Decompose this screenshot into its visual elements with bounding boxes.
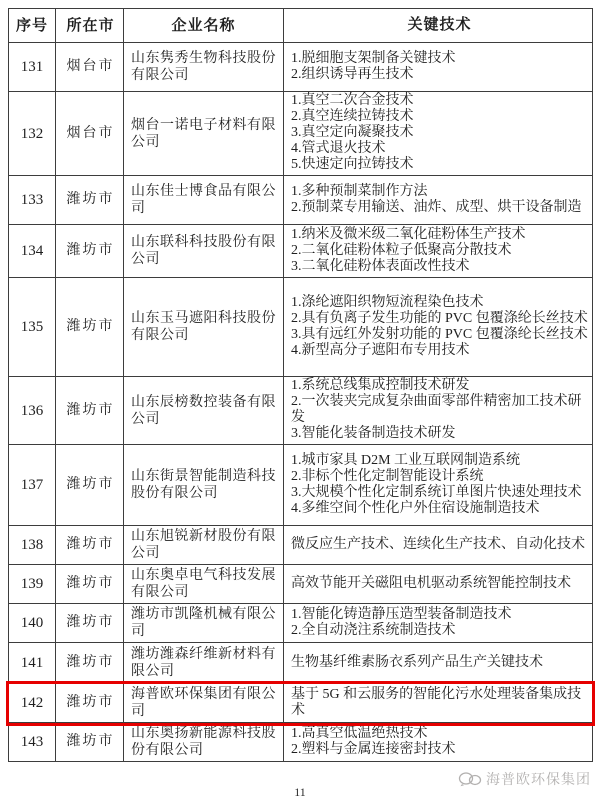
header-serial: 序号 (9, 9, 56, 42)
technology-item: 1.智能化铸造静压造型装备制造技术 (291, 606, 512, 622)
company-name-cell: 山东奥扬新能源科技股份有限公司 (124, 723, 284, 761)
company-name-cell: 山东辰榜数控装备有限公司 (124, 377, 284, 444)
technology-item: 2.全自动浇注系统制造技术 (291, 622, 456, 638)
technology-item: 4.新型高分子遮阳布专用技术 (291, 342, 470, 358)
technology-item: 3.智能化装备制造技术研发 (291, 426, 456, 441)
technology-item: 1.真空二次合金技术 (291, 93, 414, 108)
technologies-cell (284, 377, 592, 444)
table-header-row (9, 9, 592, 43)
technology-item: 2.具有负离子发生功能的 PVC 包覆涤纶长丝技术 (291, 310, 588, 326)
technologies-cell (284, 176, 592, 224)
table-row (9, 445, 592, 526)
serial-cell: 134 (9, 225, 56, 277)
company-name-cell: 山东旭锐新材股份有限公司 (124, 526, 284, 564)
company-name-cell: 山东佳士博食品有限公司 (124, 176, 284, 224)
company-name-cell: 山东联科科技股份有限公司 (124, 225, 284, 277)
technologies-cell (284, 565, 592, 603)
key-technology-table (8, 8, 593, 762)
technologies-cell (284, 684, 592, 722)
watermark-text: 海普欧环保集团 (486, 771, 591, 787)
company-name-cell: 海普欧环保集团有限公司 (124, 684, 284, 722)
city-cell: 烟台市 (56, 43, 124, 91)
serial-cell: 133 (9, 176, 56, 224)
serial-cell: 141 (9, 643, 56, 683)
technologies-cell (284, 225, 592, 277)
technology-item: 1.纳米及微米级二氧化硅粉体生产技术 (291, 226, 526, 242)
company-name-cell: 潍坊潍森纤维新材料有限公司 (124, 643, 284, 683)
table-row (9, 643, 592, 684)
page-number: 11 (294, 785, 306, 799)
technology-item: 2.塑料与金属连接密封技术 (291, 741, 456, 757)
company-name-cell: 山东街景智能制造科技股份有限公司 (124, 445, 284, 525)
company-name-cell: 山东隽秀生物科技股份有限公司 (124, 43, 284, 91)
technology-item: 1.城市家具 D2M 工业互联网制造系统 (291, 452, 521, 468)
serial-cell: 137 (9, 445, 56, 525)
technology-item: 2.组织诱导再生技术 (291, 66, 414, 82)
city-cell: 潍坊市 (56, 643, 124, 683)
technology-item: 1.系统总线集成控制技术研发 (291, 378, 470, 393)
serial-cell: 131 (9, 43, 56, 91)
table-body (9, 43, 592, 761)
technology-item: 4.多维空间个性化户外住宿设施制造技术 (291, 500, 540, 516)
technologies-cell (284, 526, 592, 564)
city-cell: 潍坊市 (56, 684, 124, 722)
city-cell: 潍坊市 (56, 225, 124, 277)
technology-item: 基于 5G 和云服务的智能化污水处理装备集成技术 (291, 686, 582, 718)
city-cell: 潍坊市 (56, 723, 124, 761)
table-row (9, 565, 592, 604)
header-company-name: 企业名称 (124, 9, 284, 42)
serial-cell: 142 (9, 684, 56, 722)
technology-item: 3.真空定向凝聚技术 (291, 125, 414, 140)
company-name-cell: 山东奥卓电气科技发展有限公司 (124, 565, 284, 603)
header-city: 所在市 (56, 9, 124, 42)
table-row (9, 92, 592, 176)
city-cell: 潍坊市 (56, 278, 124, 376)
table-row (9, 604, 592, 643)
serial-cell: 138 (9, 526, 56, 564)
technology-item: 1.脱细胞支架制备关键技术 (291, 50, 456, 66)
technology-item: 微反应生产技术、连续化生产技术、自动化技术 (291, 536, 585, 552)
table-row-highlighted (9, 684, 592, 723)
table-row (9, 176, 592, 225)
technology-item: 3.具有远红外发射功能的 PVC 包覆涤纶长丝技术 (291, 326, 588, 342)
table-row (9, 225, 592, 278)
table-row (9, 377, 592, 445)
serial-cell: 140 (9, 604, 56, 642)
technologies-cell (284, 643, 592, 683)
technology-item: 1.涤纶遮阳织物短流程染色技术 (291, 294, 484, 310)
table-row (9, 723, 592, 761)
technologies-cell (284, 604, 592, 642)
serial-cell: 136 (9, 377, 56, 444)
technology-item: 3.二氧化硅粉体表面改性技术 (291, 258, 470, 274)
technologies-cell (284, 445, 592, 525)
technology-item: 5.快速定向拉铸技术 (291, 157, 414, 172)
technologies-cell (284, 278, 592, 376)
technologies-cell (284, 43, 592, 91)
header-key-technology: 关键技术 (407, 16, 472, 33)
company-name-cell: 山东玉马遮阳科技股份有限公司 (124, 278, 284, 376)
city-cell: 潍坊市 (56, 176, 124, 224)
serial-cell: 143 (9, 723, 56, 761)
table-row (9, 278, 592, 377)
city-cell: 潍坊市 (56, 604, 124, 642)
city-cell: 潍坊市 (56, 526, 124, 564)
technology-item: 3.大规模个性化定制系统订单图片快速处理技术 (291, 484, 582, 500)
technology-item: 高效节能开关磁阻电机驱动系统智能控制技术 (291, 575, 571, 591)
technology-item: 4.管式退火技术 (291, 141, 386, 156)
technology-item: 2.非标个性化定制智能设计系统 (291, 468, 484, 484)
city-cell: 烟台市 (56, 92, 124, 175)
serial-cell: 132 (9, 92, 56, 175)
technology-item: 2.预制菜专用输送、油炸、成型、烘干设备制造 (291, 199, 582, 215)
table-row (9, 526, 592, 565)
company-name-cell: 烟台一诺电子材料有限公司 (124, 92, 284, 175)
technology-item: 2.二氧化硅粉体粒子低聚高分散技术 (291, 242, 512, 258)
technologies-cell (284, 723, 592, 761)
serial-cell: 139 (9, 565, 56, 603)
technology-item: 1.多种预制菜制作方法 (291, 183, 428, 199)
city-cell: 潍坊市 (56, 445, 124, 525)
city-cell: 潍坊市 (56, 377, 124, 444)
company-name-cell: 潍坊市凯隆机械有限公司 (124, 604, 284, 642)
city-cell: 潍坊市 (56, 565, 124, 603)
technology-item: 1.高真空低温绝热技术 (291, 725, 428, 741)
serial-cell: 135 (9, 278, 56, 376)
table-row (9, 43, 592, 92)
technology-item: 2.一次装夹完成复杂曲面零部件精密加工技术研发 (291, 394, 582, 425)
technology-item: 生物基纤维素肠衣系列产品生产关键技术 (291, 654, 543, 670)
technologies-cell (284, 92, 592, 175)
technology-item: 2.真空连续拉铸技术 (291, 109, 414, 124)
